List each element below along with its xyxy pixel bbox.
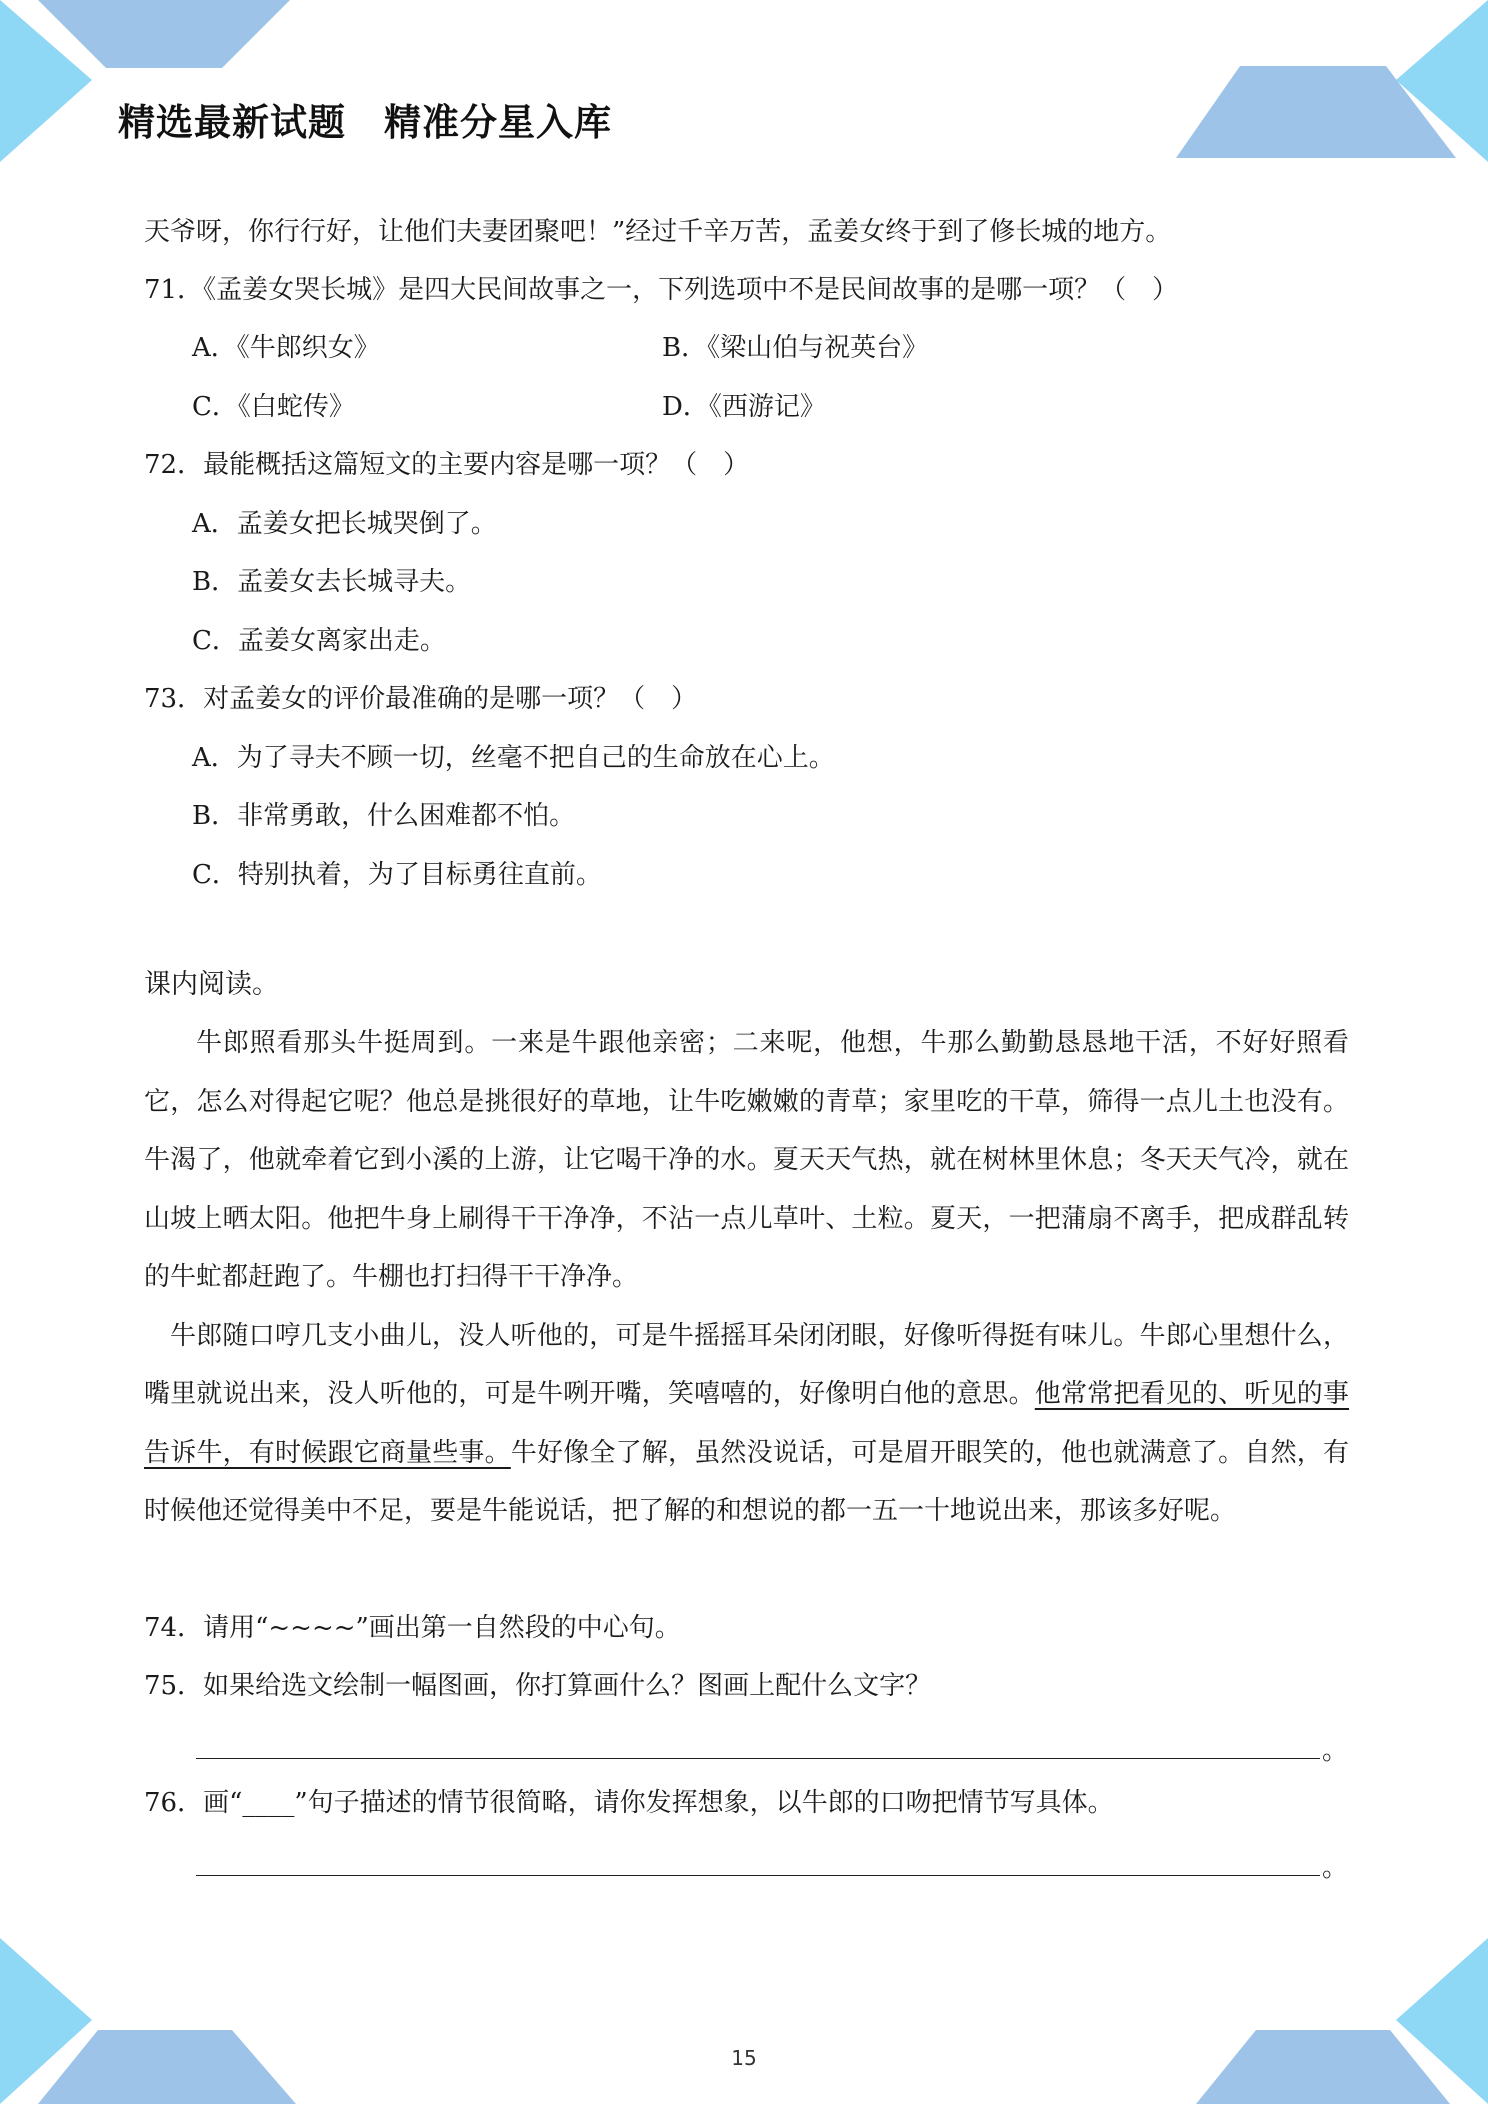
passage-continuation: 天爷呀，你行行好，让他们夫妻团聚吧！”经过千辛万苦，孟姜女终于到了修长城的地方。 [144,217,1172,247]
question-74-stem: 74．请用“~~~~”画出第一自然段的中心句。 [144,1613,681,1643]
bottom-left-triangle [0,1938,92,2104]
top-left-triangle [0,0,92,162]
header-title: 精选最新试题 精准分星入库 [118,101,612,144]
question-73-option-b: B．非常勇敢，什么困难都不怕。 [192,801,576,831]
top-left-band [38,0,290,68]
question-73-stem: 73．对孟姜女的评价最准确的是哪一项？（ ） [144,684,698,714]
top-right-band [1176,66,1456,158]
question-76-stem: 76．画“____”句子描述的情节很简略，请你发挥想象，以牛郎的口吻把情节写具体。 [144,1788,1114,1818]
question-71-option-a: A．《牛郎织女》 [192,333,380,363]
section-heading: 课内阅读。 [144,969,279,1000]
question-73-option-a: A．为了寻夫不顾一切，丝毫不把自己的生命放在心上。 [192,743,835,773]
passage-paragraph-1: 牛郎照看那头牛挺周到。一来是牛跟他亲密；二来呢，他想，牛那么勤勤恳恳地干活，不好好照看它，怎么对得起它呢？他总是挑很好的草地，让牛吃嫩嫩的青草；家里吃的干草，筛得一点儿土也没有。牛渴了，他就牵着它到小溪的上游，让它喝干净的水。夏天天气热，就在树林里休息；冬天天气冷，就在山坡上晒太阳。他把牛身上刷得干干净净，不沾一点儿草叶、土粒。夏天，一把蒲扇不离手，把成群乱转的牛虻都赶跑了。牛棚也打扫得干干净净。 [144,1028,1349,1292]
question-71-option-b: B．《梁山伯与祝英台》 [662,333,929,363]
passage-paragraph-2-rest: 牛好像全了解，虽然没说话，可是眉开眼笑的，他也就满意了。自然，有时候他还觉得美中不足，要是牛能说话，把了解的和想说的都一五一十地说出来，那该多好呢。 [144,1437,1349,1526]
passage-paragraph-2-intro: 牛郎随口哼几支小曲儿，没人听他的，可是牛摇摇耳朵闭闭眼，好像听得挺有味儿。牛郎心里想什么，嘴里就说出来，没人听他的，可是牛咧开嘴，笑嘻嘻的，好像明白他的意思。 [144,1320,1349,1409]
question-71-option-d: D．《西游记》 [662,392,826,422]
question-72-option-a: A．孟姜女把长城哭倒了。 [192,509,497,539]
question-72-option-c: C．孟姜女离家出走。 [192,626,446,656]
question-75-answer-line[interactable] [196,1758,1320,1759]
underlined-sentence: 他常常把看见的、听见的事告诉牛，有时候跟它商量些事。 [144,1379,1349,1468]
question-75-stem: 75．如果给选文绘制一幅图画，你打算画什么？图画上配什么文字？ [144,1671,932,1701]
top-right-triangle [1396,0,1488,162]
bottom-right-triangle [1396,1938,1488,2104]
page-number: 15 [731,2046,757,2070]
passage-paragraph-2 [144,1307,1349,1541]
reading-passage [144,1014,1349,1541]
question-71-option-c: C．《白蛇传》 [192,392,355,422]
question-71-stem: 71．《孟姜女哭长城》是四大民间故事之一，下列选项中不是民间故事的是哪一项？（ ） [144,275,1179,305]
question-75-answer-end: 。 [1322,1736,1349,1766]
question-72-stem: 72．最能概括这篇短文的主要内容是哪一项？（ ） [144,450,750,480]
question-76-answer-end: 。 [1322,1853,1349,1883]
question-76-answer-line[interactable] [196,1875,1320,1876]
question-72-option-b: B．孟姜女去长城寻夫。 [192,567,472,597]
question-73-option-c: C．特别执着，为了目标勇往直前。 [192,860,602,890]
